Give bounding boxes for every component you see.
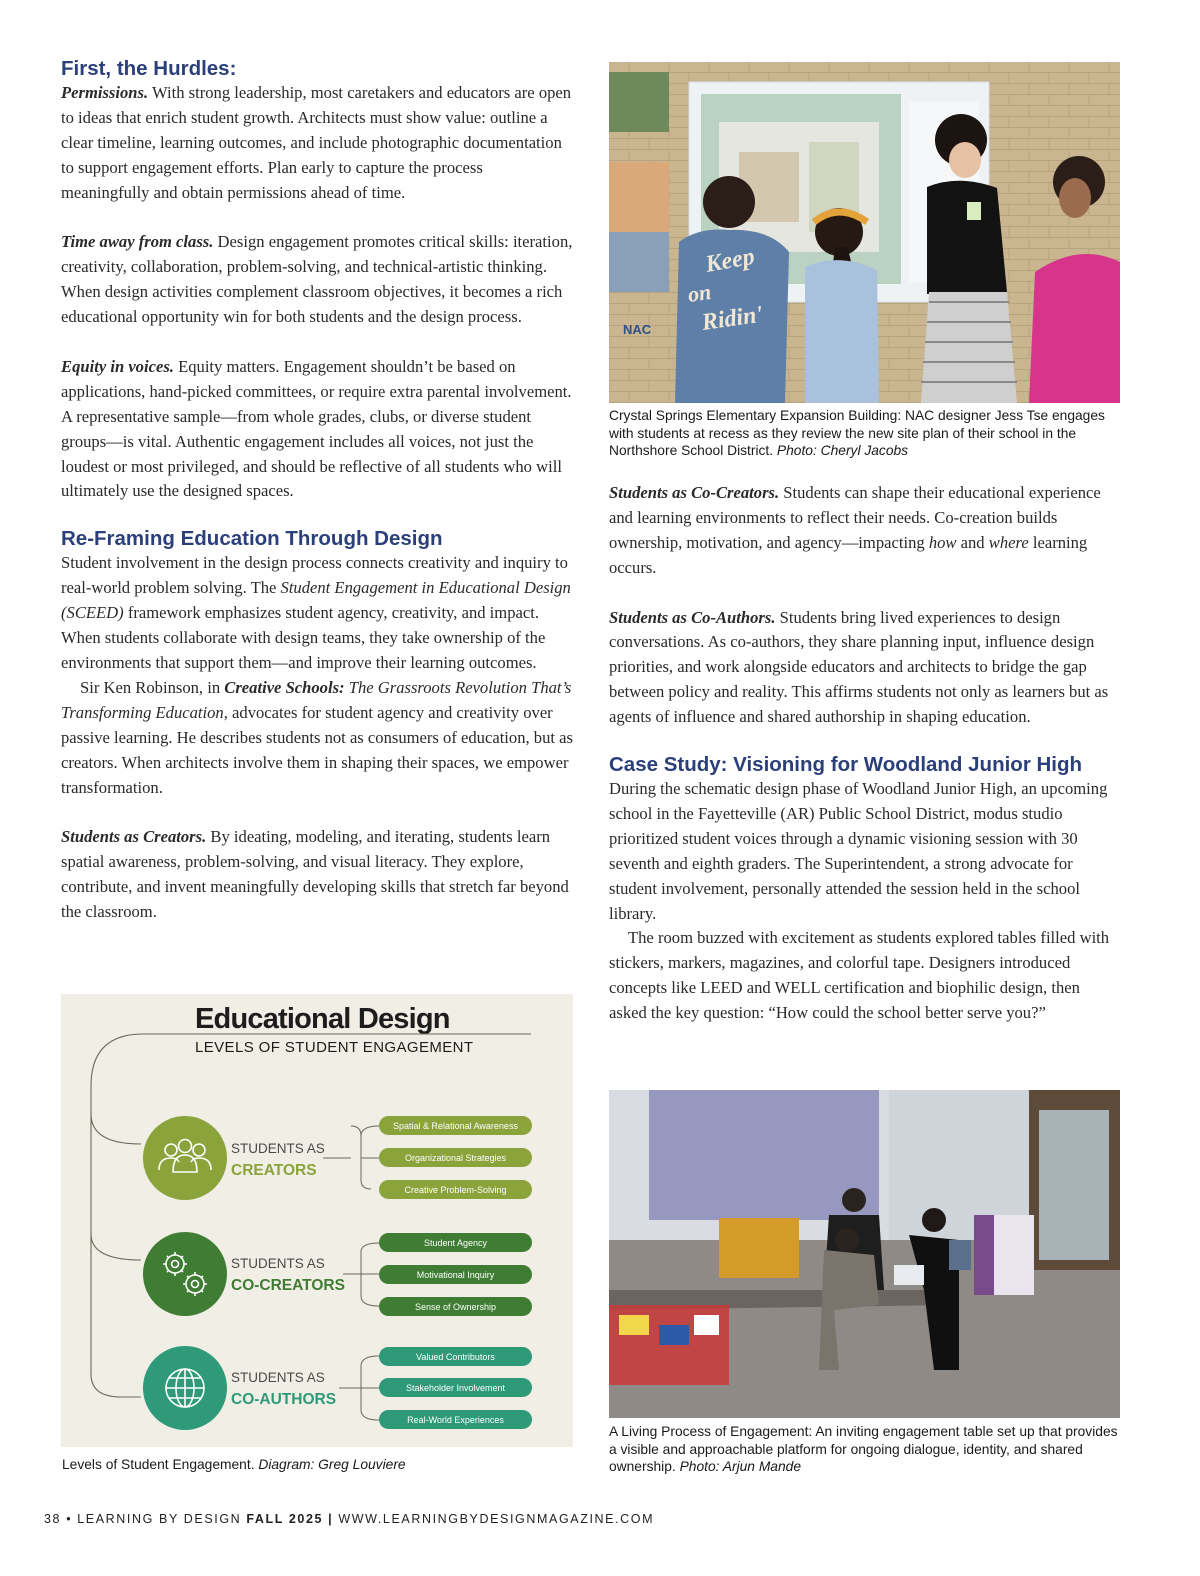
label-creators: CREATORS: [231, 1162, 317, 1179]
magazine-name: LEARNING BY DESIGN: [77, 1512, 242, 1526]
pill-text-co-creators-2: Motivational Inquiry: [416, 1270, 495, 1280]
paragraph-equity: Equity in voices. Equity matters. Engagement shouldn’t be based on applications, hand-picked committees, or require extra parental involvement. A representative sample—from whole grades, clubs, or diverse student groups—is vital. Authentic engagement includes all voices, not just the loudest or most privileged, and should be reflective of all students who will ultimately use the designed spaces.: [61, 356, 572, 501]
page-footer: 38 • LEARNING BY DESIGN FALL 2025 | WWW.LEARNINGBYDESIGNMAGAZINE.COM: [44, 1512, 655, 1526]
paragraph-permissions: Permissions. With strong leadership, most caretakers and educators are open to ideas that enrich student growth. Architects must show value: outline a clear timeline, learning outcomes, and include photographic documentation to support engagement efforts. Plan early to capture the process meaningfully and obtain permissions ahead of time.: [61, 83, 572, 202]
label-prefix-co-creators: STUDENTS AS: [231, 1256, 325, 1271]
diagram-title: Educational Design: [195, 1003, 450, 1035]
diagram-spine: [91, 1034, 531, 1397]
page-number: 38: [44, 1512, 62, 1526]
photo2-credit: Photo: Arjun Mande: [679, 1459, 801, 1474]
bracket-co-creators: [343, 1243, 379, 1306]
left-column: [61, 56, 573, 925]
paragraph-co-creators: Students as Co-Creators. Students can shape their educational experience and learning environments to reflect their needs. Co-creation builds ownership, motivation, and agency—impacting how and where learning occurs.: [609, 483, 1101, 577]
pill-text-co-creators-1: Student Agency: [423, 1238, 488, 1248]
paragraph-co-authors: Students as Co-Authors. Students bring lived experiences to design conversations. As co-authors, they share planning input, influence design priorities, and work alongside educators and architects to bridge the gap between policy and reality. This affirms students not only as learners but as agents of influence and shared authorship in shaping education.: [609, 607, 1109, 727]
nac-logo-text: NAC: [623, 322, 652, 337]
paragraph-time-away: Time away from class. Design engagement promotes critical skills: iteration, creativity, collaboration, problem-solving, and technical-artistic thinking. When design activities complement classroom objectives, it becomes a rich educational opportunity win for both students and the design process.: [61, 232, 573, 327]
diagram-credit: Diagram: Greg Louviere: [258, 1457, 406, 1472]
girl-shirt: [805, 260, 879, 403]
lead-permissions: Permissions.: [61, 83, 149, 102]
paragraph-case-2: The room buzzed with excitement as students explored tables filled with stickers, markers, magazines, and colorful tape. Designers introduced concepts like LEED and WELL certification and biophilic design, then asked the key question: “How could the school better serve you?”: [609, 928, 1110, 1023]
pill-text-co-authors-3: Real-World Experiences: [407, 1415, 504, 1425]
paragraph-creators: Students as Creators. By ideating, modeling, and iterating, students learn spatial awareness, problem-solving, and visual literacy. They explore, contribute, and invent meaningfully developing skills that stretch far beyond the classroom.: [61, 827, 569, 922]
heading-hurdles: First, the Hurdles:: [61, 57, 237, 80]
lead-creators: Students as Creators.: [61, 827, 207, 847]
lead-time-away: Time away from class.: [61, 232, 214, 252]
diagram-svg: [61, 994, 573, 1447]
magazine-url[interactable]: WWW.LEARNINGBYDESIGNMAGAZINE.COM: [338, 1512, 655, 1526]
issue-label: FALL 2025: [246, 1512, 324, 1526]
boy-head: [703, 176, 755, 228]
photo1-credit: Photo: Cheryl Jacobs: [776, 443, 909, 458]
label-co-creators: CO-CREATORS: [231, 1277, 345, 1294]
photo1-caption: Crystal Springs Elementary Expansion Building: NAC designer Jess Tse engages with students at recess as they review the new site plan of their school in the Northshore School District. Photo: Cheryl Jacobs: [609, 408, 1105, 458]
pill-text-co-creators-3: Sense of Ownership: [414, 1302, 497, 1312]
photo-site-plan-svg: [609, 62, 1120, 403]
paragraph-robinson: Sir Ken Robinson, in Creative Schools: The Grassroots Revolution That’s Transforming Education, advocates for student agency and creativity over passive learning. He describes students not as consumers of education, but as creators. When architects involve them in shaping their spaces, we empower transformation.: [61, 677, 573, 797]
photo-engagement-table: [609, 1090, 1120, 1418]
poster-board-left: [719, 1218, 799, 1278]
diagram-subtitle: LEVELS OF STUDENT ENGAGEMENT: [195, 1039, 474, 1056]
shirt-text-3: Ridin': [700, 301, 765, 336]
pill-text-co-authors-1: Valued Contributors: [416, 1352, 495, 1362]
left-poster: [609, 162, 669, 232]
label-prefix-creators: STUDENTS AS: [231, 1141, 325, 1156]
diagram-branch-2: [91, 1234, 141, 1260]
lead-equity: Equity in voices.: [61, 356, 174, 376]
diagram-branch-1: [91, 1114, 141, 1144]
circle-co-creators: [143, 1232, 227, 1316]
shirt-text-1: Keep: [703, 243, 757, 278]
label-prefix-co-authors: STUDENTS AS: [231, 1370, 325, 1385]
heading-reframing: Re-Framing Education Through Design: [61, 527, 443, 551]
paragraph-reframing: Student involvement in the design process connects creativity and inquiry to real-world problem solving. The Student Engagement in Educational Design (SCEED) framework emphasizes student agency, creativity, and impact. When students collaborate with design teams, they take ownership of the environments that support them—and improve their learning outcomes.: [61, 553, 571, 672]
bracket-creators: [323, 1126, 379, 1189]
bracket-co-authors: [339, 1356, 379, 1420]
photo-site-plan-review: [609, 62, 1120, 403]
pill-text-creators-3: Creative Problem-Solving: [404, 1185, 507, 1195]
shirt-text-2: on: [686, 278, 713, 307]
circle-creators: [143, 1116, 227, 1200]
globe-icon: [166, 1369, 204, 1407]
pill-text-co-authors-2: Stakeholder Involvement: [405, 1383, 506, 1393]
lead-co-authors: Students as Co-Authors.: [609, 607, 776, 627]
diagram-caption: Levels of Student Engagement. Diagram: Greg Louviere: [62, 1457, 406, 1472]
right-girl-jacket: [1029, 254, 1120, 403]
paragraph-case-1: During the schematic design phase of Woodland Junior High, an upcoming school in the Fayetteville (AR) Public School District, modus studio prioritized student voices through a dynamic visioning session with 30 seventh and eighth graders. The Superintendent, a strong advocate for student involvement, personally attended the session held in the school library.: [609, 779, 1108, 923]
pill-text-creators-2: Organizational Strategies: [404, 1153, 507, 1163]
photo-engagement-svg: [609, 1090, 1120, 1418]
photo2-caption: A Living Process of Engagement: An inviting engagement table set up that provides a visible and approachable platform for ongoing dialogue, identity, and shared ownership. Photo: Arjun Mande: [609, 1424, 1118, 1474]
lead-co-creators: Students as Co-Creators.: [609, 483, 780, 502]
designer-shirt: [927, 181, 1007, 294]
heading-case-study: Case Study: Visioning for Woodland Junior High: [609, 753, 1083, 777]
label-co-authors: CO-AUTHORS: [231, 1391, 337, 1408]
designer-pants: [921, 292, 1017, 403]
right-column-text: [609, 481, 1121, 1026]
pill-text-creators-1: Spatial & Relational Awareness: [393, 1121, 518, 1131]
engagement-diagram: [61, 994, 573, 1447]
